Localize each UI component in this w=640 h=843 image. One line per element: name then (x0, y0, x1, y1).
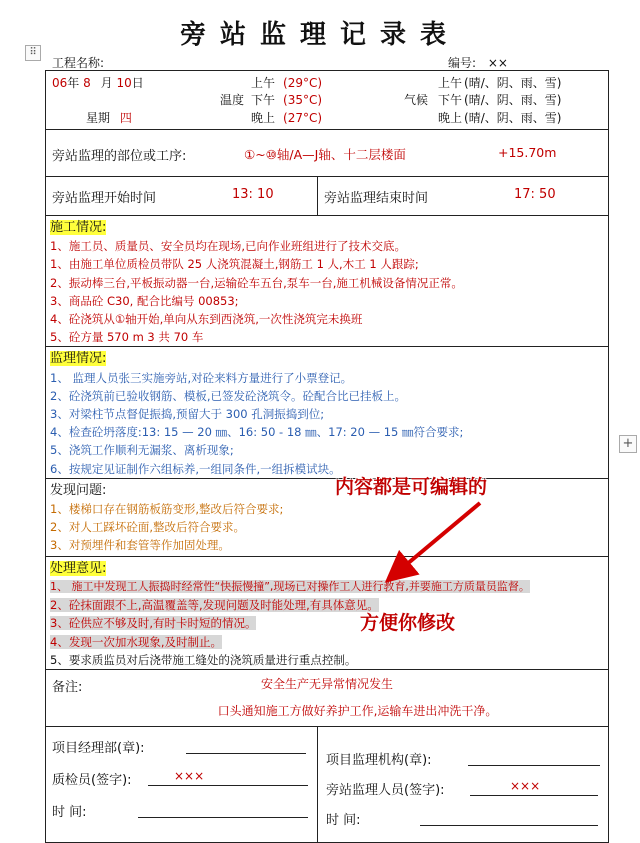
remarks-line-2: 口头通知施工方做好养护工作,运输车进出冲洗干净。 (217, 704, 498, 719)
weather-am: 上午 (晴/、阴、雨、雪) (438, 76, 562, 90)
number-value: ×× (487, 56, 508, 70)
start-time-label: 旁站监理开始时间 (52, 191, 157, 206)
sup-person-signature: ××× (510, 779, 541, 794)
year-value: 06 (52, 76, 68, 90)
month-value: 8 (83, 76, 91, 90)
add-column-icon[interactable]: + (619, 435, 637, 453)
construction-item: 5、砼方量 570 m 3 共 70 车 (50, 330, 204, 345)
supervision-item: 5、浇筑工作顺利无漏浆、离析现象; (50, 443, 234, 458)
year-label: 年 (67, 76, 80, 90)
construction-item: 1、施工员、质量员、安全员均在现场,已向作业班组进行了技术交底。 (50, 239, 406, 254)
construction-item: 3、商品砼 C30, 配合比编号 00853; (50, 293, 239, 308)
position-label: 旁站监理的部位或工序: (52, 149, 187, 164)
record-table (45, 70, 609, 843)
day-value: 10 (116, 76, 132, 90)
problems-heading: 发现问题: (50, 482, 107, 498)
end-time-value: 17: 50 (514, 187, 556, 202)
contractor-signature-cell[interactable] (46, 727, 318, 843)
supervision-item: 4、检查砼坍落度:13: 15 — 20 ㎜、16: 50 - 18 ㎜、17: 20 — 15 ㎜符合要求; (50, 425, 464, 440)
annotation-editable: 内容都是可编辑的 (335, 476, 488, 498)
weather-night: 晚上 (晴/、阴、雨、雪) (438, 111, 562, 125)
inspector-signature: ××× (174, 769, 205, 784)
sup-person-line (470, 795, 598, 796)
supervision-item: 2、砼浇筑前已验收钢筋、模板,已签发砼浇筑令。砼配合比已挂板上。 (50, 388, 406, 403)
opinion-item: 4、发现一次加水现象,及时制止。 (50, 634, 222, 649)
sup-org-label: 项目监理机构(章): (326, 753, 432, 769)
start-time-cell[interactable] (46, 177, 318, 216)
annotation-arrow-icon (380, 495, 520, 585)
pm-dept-line (186, 753, 306, 754)
weather-label: 气候 (404, 93, 429, 107)
number-label: 编号: (448, 56, 477, 70)
remarks-line-1: 安全生产无异常情况发生 (260, 677, 393, 692)
sup-person-label: 旁站监理人员(签字): (326, 783, 445, 799)
table-move-handle-icon[interactable]: ⠿ (25, 45, 41, 61)
weekday-label: 星期 (86, 111, 111, 125)
construction-item: 4、砼浇筑从①轴开始,单向从东到西浇筑,一次性浇筑完未换班 (50, 312, 363, 327)
supervision-heading: 监理情况: (50, 351, 107, 367)
problems-cell[interactable] (46, 478, 609, 556)
start-time-value: 13: 10 (232, 187, 274, 202)
document-title: 旁站监理记录表 (179, 20, 460, 50)
construction-item: 1、由施工单位质检员带队 25 人浇筑混凝土,钢筋工 1 人,木工 1 人跟踪; (50, 257, 419, 272)
weekday-line (86, 109, 132, 126)
time-label: 时 间: (52, 805, 87, 821)
position-cell[interactable] (46, 130, 609, 177)
day-label: 日 (131, 76, 144, 90)
date-weather-cell[interactable] (46, 71, 609, 130)
problem-item: 3、对预埋件和套管等作加固处理。 (50, 538, 230, 553)
sup-time-line (420, 825, 598, 826)
remarks-cell[interactable] (46, 670, 609, 727)
end-time-label: 旁站监理结束时间 (324, 191, 429, 206)
temp-label: 温度 (220, 93, 245, 107)
temp-pm: 下午 (35°C) (251, 93, 323, 107)
position-value: ①~⑩轴/A—J轴、十二层楼面 (244, 147, 406, 162)
end-time-cell[interactable] (318, 177, 609, 216)
inspector-label: 质检员(签字): (52, 773, 132, 789)
opinion-item: 2、砼抹面跟不上,高温覆盖等,发现问题及时能处理,有具体意见。 (50, 598, 379, 613)
construction-item: 2、振动棒三台,平板振动器一台,运输砼车五台,泵车一台,施工机械设备情况正常。 (50, 275, 463, 290)
project-name-label: 工程名称: (52, 56, 105, 70)
inspector-line (148, 785, 308, 786)
weekday-value: 四 (119, 111, 132, 125)
remarks-label: 备注: (52, 680, 83, 696)
temp-am: 上午 (29°C) (251, 76, 323, 90)
problem-item: 1、楼梯口存在钢筋板筋变形,整改后符合要求; (50, 502, 284, 517)
opinions-heading: 处理意见: (50, 560, 107, 576)
sup-time-label: 时 间: (326, 813, 361, 829)
annotation-easy-edit: 方便你修改 (360, 612, 456, 634)
supervision-item: 3、对梁柱节点督促振捣,预留大于 300 孔洞振捣到位; (50, 407, 325, 422)
weather-pm: 下午 (晴/、阴、雨、雪) (438, 93, 562, 107)
supervisor-signature-cell[interactable] (318, 727, 609, 843)
supervision-cell[interactable] (46, 347, 609, 478)
sup-org-line (468, 765, 600, 766)
construction-cell[interactable] (46, 216, 609, 347)
opinions-cell[interactable] (46, 556, 609, 669)
date-line (52, 74, 144, 91)
opinion-item: 3、砼供应不够及时,有时卡时短的情况。 (50, 616, 257, 631)
temp-night: 晚上 (27°C) (251, 111, 323, 125)
opinion-item: 1、 施工中发现工人振捣时经常性“快振慢撞”,现场已对操作工人进行教育,并要施工方质量员监督。 (50, 580, 530, 594)
construction-heading: 施工情况: (50, 220, 107, 235)
number-field[interactable] (448, 54, 508, 71)
problem-item: 2、对人工踩坏砼面,整改后符合要求。 (50, 520, 245, 535)
time-line (138, 817, 308, 818)
supervision-item: 6、按规定见证制作六组标养,一组同条件,一组拆模试块。 (50, 461, 341, 476)
opinion-item: 5、要求质监员对后浇带施工缝处的浇筑质量进行重点控制。 (50, 652, 357, 667)
elevation-value: +15.70m (498, 145, 557, 160)
supervision-item: 1、 监理人员张三实施旁站,对砼来料方量进行了小票登记。 (50, 370, 353, 385)
pm-dept-label: 项目经理部(章): (52, 741, 145, 757)
month-label: 月 (100, 76, 113, 90)
